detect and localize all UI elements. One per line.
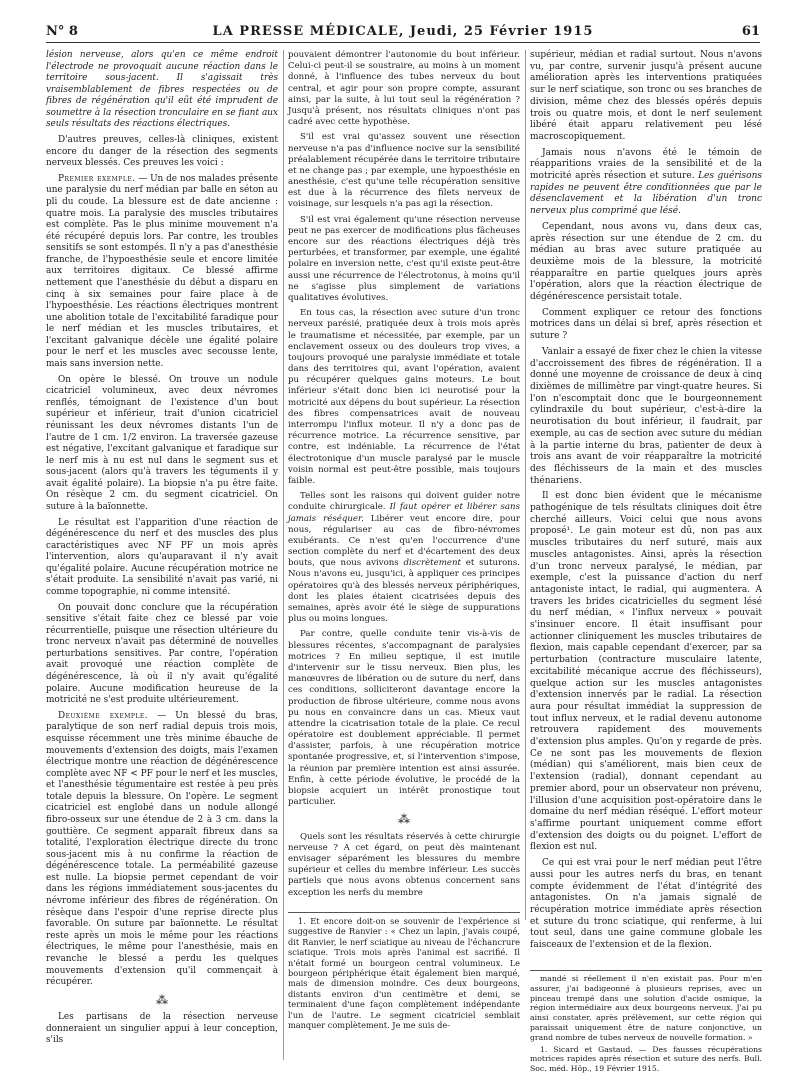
paragraph: On pouvait donc conclure que la récupération sensitive s'était faite chez ce blessé par voie récurrentielle, puisque une résection ultérieure du tronc nerveux n'avait pas déterminé de nouvelles perturbations sensitives. Par contre, l'opération avait provoqué une réaction complète de dégénérescence, là où il n'y avait qu'égalité polaire. Aucune modification heureuse de la motricité ne s'est produite ultérieurement. — [46, 602, 278, 706]
footnote-rule — [530, 970, 762, 971]
column-1 — [46, 50, 278, 1051]
paragraph: Les partisans de la résection nerveuse donneraient un singulier appui à leur conception, s'ils — [46, 1012, 278, 1046]
paragraph-text: Libérer veut encore dire, pour nous, régulariser au cas de fibro-névromes exubérants. Ce n'est qu'en l'occurrence d'une section complète du nerf et d'écartement des deux bouts, que nous avivons — [288, 513, 520, 569]
paragraph — [46, 50, 278, 131]
example-heading: Premier exemple. — [58, 173, 136, 184]
paragraph — [288, 491, 520, 625]
paragraph: supérieur, médian et radial surtout. Nous n'avons vu, par contre, survenir jusqu'à présent aucune amélioration après les interventions pratiquées sur le nerf sciatique, son tronc ou ses branches de division, même chez des blessés opérés depuis trois ou quatre mois, et dont le nerf seulement libéré était apparu relativement peu lésé macroscopiquement. — [530, 50, 762, 142]
paragraph: Comment expliquer ce retour des fonctions motrices dans un délai si bref, après résection et suture ? — [530, 307, 762, 342]
paragraph — [46, 711, 278, 989]
paragraph: Par contre, quelle conduite tenir vis-à-vis de blessures récentes, s'accompagnant de paralysies motrices ? En milieu septique, il est inutile d'intervenir sur le tissu nerveux. Bien plus, les manœuvres de libération ou de suture du nerf, dans ces conditions, solliciteront davantage encore la production de fibrose ultérieure, comme nous avons pu nous en convaincre dans un cas. Mieux vaut attendre la cicatrisation totale de la plaie. Ce recul opératoire est doublement appréciable. Il permet d'assister, parfois, à une récupération motrice spontanée progressive, et, si l'intervention s'impose, la réunion par première intention est ainsi assurée. Enfin, à cette période évolutive, le procédé de la biopsie acquiert un intérêt pronostique tout particulier. — [288, 629, 520, 808]
paragraph: S'il est vrai qu'assez souvent une résection nerveuse n'a pas d'influence nocive sur la sensibilité préalablement récupérée dans le territoire tributaire et ne change pas ; par exemple, une hypoesthésie en anesthésie, c'est qu'une telle récupération sensitive est due à la récurrence des filets nerveux de voisinage, sur lesquels n'a pas agi la résection. — [288, 132, 520, 210]
page-number: 61 — [741, 24, 760, 39]
column-3 — [530, 50, 762, 956]
paragraph: pouvaient démontrer l'autonomie du bout inférieur. Celui-ci peut-il se soustraire, au moins à un moment donné, à l'influence des tubes nerveux du bout central, et agir pour son propre compte, assurant ainsi, par la suite, à lui tout seul la régénération ? Jusqu'à présent, nos résultats cliniques n'ont pas cadré avec cette hypothèse. — [288, 50, 520, 128]
paragraph: D'autres preuves, celles-là cliniques, existent encore du danger de la résection des segments nerveux blessés. Ces preuves les voici : — [46, 135, 278, 169]
paragraph: Quels sont les résultats réservés à cette chirurgie nerveuse ? A cet égard, on peut dès maintenant envisager séparément les blessures du membre supérieur et celles du membre inférieur. Les succès partiels que nous avons obtenus concernent sans exception les nerfs du membre — [288, 831, 520, 898]
paragraph: Ce qui est vrai pour le nerf médian peut l'être aussi pour les autres nerfs du bras, en tenant compte évidemment de l'état d'intégrité des antagonistes. On n'a jamais signalé de récupération motrice immédiate après résection et suture du tronc sciatique, qui renferme, à lui tout seul, dans une gaine commune globale les faisceaux de l'extension et de la flexion. — [530, 858, 762, 951]
footnotes-column-3 — [530, 970, 762, 1076]
paragraph: Cependant, nous avons vu, dans deux cas, après résection sur une étendue de 2 cm. du médian au bras avec suture pratiquée au deuxième mois de la blessure, la motricité réapparaître en partie quelques jours après l'opération, alors que la réaction électrique de dégénérescence persistait totale. — [530, 221, 762, 303]
italic-text: lésion nerveuse, alors qu'en ce même endroit l'électrode ne provoquait aucune réaction dans le territoire sous-jacent. Il s'agissait très vraisemblablement de fibres respectées ou de fibres de régénération qu'il eût été imprudent de soumettre à la résection tronculaire en se fiant aux seuls résultats des réactions électriques. — [46, 50, 278, 130]
journal-title: LA PRESSE MÉDICALE, Jeudi, 25 Février 1915 — [212, 24, 594, 39]
column-2 — [288, 50, 520, 903]
section-break-stars: ⁂ — [398, 812, 410, 827]
italic-text: discrètement — [403, 558, 461, 569]
paragraph: On opère le blessé. On trouve un nodule cicatriciel volumineux, avec deux névromes renflés, témoignant de l'existence d'un bout supérieur et inférieur, trait d'union cicatriciel réunissant les deux névromes distants l'un de l'autre de 1 cm. 1/2 environ. La traversée gazeuse est négative, l'excitant galvanique et faradique sur le nerf mis à nu est nul dans le segment sus et sous-jacent (alors qu'à travers les téguments il y avait égalité polaire). La biopsie n'a pu être faite. On résèque 2 cm. du segment cicatriciel. On suture à la baïonnette. — [46, 374, 278, 512]
paragraph-text: Telles sont les raisons qui doivent guider notre conduite chirurgicale. — [288, 491, 520, 513]
section-break-stars: ⁂ — [156, 992, 168, 1007]
example-heading: Deuxième exemple. — [58, 710, 149, 721]
paragraph: Vanlair a essayé de fixer chez le chien la vitesse d'accroissement des fibres de régénération. Il a donné une moyenne de croissance de deux à cinq dixièmes de millimètre par vingt-quatre heures. Si l'on n'escomptait donc que le bourgeonnement cylindraxile du bout supérieur, c'est-à-dire la neurotisation du bout inférieur, il faudrait, par exemple, au cas de section avec suture du médian à la partie interne du bras, patienter de deux à trois ans avant de voir réapparaître la motricité des fléchisseurs de la main et des muscles thénariens. — [530, 346, 762, 486]
footnotes-column-2 — [288, 912, 520, 1032]
column-divider — [283, 50, 284, 1060]
paragraph: Le résultat est l'apparition d'une réaction de dégénérescence du nerf et des muscles des plus caractéristiques avec NF PF un mois après l'intervention, alors qu'auparavant il n'y avait qu'égalité polaire. Aucune récupération motrice ne s'était produite. La sensibilité n'avait pas varié, ni comme topographie, ni comme intensité. — [46, 517, 278, 598]
paragraph: En tous cas, la résection avec suture d'un tronc nerveux parésié, pratiquée deux à trois mois après le traumatisme et nécessitée, par exemple, par un enclavement osseux ou des douleurs trop vives, a toujours provoqué une paralysie immédiate et totale dans des territoires qui, avant l'opération, avaient pu récupérer quelques gains moteurs. Le bout inférieur s'était donc bien ici neurotisé pour la motricité aux dépens du bout supérieur. La résection des fibres compensatrices avait de nouveau interrompu l'influx moteur. Il n'y a donc pas de récurrence motrice. La récurrence sensitive, par contre, est indéniable. La récurrence de l'état électrotonique d'un muscle paralysé par le muscle voisin normal est peut-être possible, mais toujours faible. — [288, 308, 520, 486]
footnote-continued: mandé si réellement il n'en existait pas. Pour m'en assurer, j'ai badigeonné à plusieurs reprises, avec un pinceau trempé dans une solution d'acide osmique, la région intermédiaire aux deux bourgeons nerveux. J'ai pu ainsi constater, après prélèvement, sur cette région qui paraissait uniquement être de nature conjonctive, un grand nombre de tubes nerveux de nouvelle formation. » — [530, 974, 762, 1042]
paragraph — [46, 174, 278, 371]
paragraph: Il est donc bien évident que le mécanisme pathogénique de tels résultats cliniques doit être cherché ailleurs. Voici celui que nous avons proposé¹. Le gain moteur est dû, non pas aux muscles tributaires du nerf suturé, mais aux muscles antagonistes. Ainsi, après la résection d'un tronc nerveux paralysé, le médian, par exemple, c'est la puissance d'action du nerf antagoniste intact, le radial, qui augmentera. A travers les brides cicatricielles du segment lésé du nerf médian, « l'influx nerveux » pouvait s'insinuer encore. Il était insuffisant pour actionner cliniquement les muscles tributaires de flexion, mais capable cependant d'exercer, par sa perturbation (contracture musculaire latente, excitabilité mécanique accrue des fléchisseurs), quelque action sur les muscles antagonistes d'extension innervés par le radial. La résection aura pour résultat immédiat la suppression de tout influx nerveux, et le radial devenu autonome retrouvera rapidement des mouvements d'extension plus amples. Qu'on y regarde de près. Ce ne sont pas les mouvements de flexion (médian) qui s'améliorent, mais bien ceux de l'extension (radial), donnant cependant au premier abord, pour un observateur non prévenu, l'illusion d'une acquisition post-opératoire dans le domaine du nerf médian réséqué. L'effort moteur s'affirme pourtant uniquement comme effort d'extension des doigts ou du poignet. L'effort de flexion est nul. — [530, 491, 762, 853]
paragraph-text: Jamais nous n'avons été le témoin de réapparitions vraies de la sensibilité et de la motricité après résection et suture. — [530, 147, 762, 182]
footnote-rule — [288, 912, 520, 913]
page-header — [46, 24, 760, 42]
paragraph — [530, 148, 762, 218]
footnote: 1. Et encore doit-on se souvenir de l'expérience si suggestive de Ranvier : « Chez un lapin, j'avais coupé, dit Ranvier, le nerf sciatique au niveau de l'échancrure sciatique. Trois mois après l'animal est sacrifié. Il n'était formé un bourgeon central volumineux. Le bourgeon périphérique était également bien marqué, mais de dimension moindre. Ces deux bourgeons, distants environ d'un centimètre et demi, se terminaient d'une façon complètement indépendante l'un de l'autre. Le segment cicatriciel semblait manquer complètement. Je me suis de- — [288, 916, 520, 1031]
issue-number: N° 8 — [46, 24, 78, 39]
paragraph-text: — Un blessé du bras, paralytique de son nerf radial depuis trois mois, esquisse récemment une très minime ébauche de mouvements d'extension des doigts, mais l'examen électrique montre une réaction de dégénérescence complète avec NF < PF pour le nerf et les muscles, et l'anesthésie tégumentaire est restée à peu près totale depuis la blessure. On l'opère. Le segment cicatriciel est englobé dans un nodule allongé fibro-osseux sur une étendue de 2 à 3 cm. dans la gouttière. Ce segment apparaît fibreux dans sa totalité, l'exploration électrique directe du tronc sous-jacent mis à nu confirme la réaction de dégénérescence totale. La perméabilité gazeuse est nulle. La biopsie permet cependant de voir dans les régions immédiatement sous-jacentes du névrome inférieur des fibres de régénération. On résèque dans l'espoir d'une reprise directe plus favorable. On suture par baïonnette. Le résultat reste après un mois le même pour les réactions électriques, le même pour l'anesthésie, mais en revanche le blessé a perdu les quelques mouvements d'extension qu'il commençait à récupérer. — [46, 710, 278, 988]
column-divider — [525, 50, 526, 920]
header-rule — [46, 42, 760, 43]
italic-text: Les guérisons rapides ne peuvent être conditionnées que par le désenclavement et la libération d'un tronc nerveux plus comprimé que lésé. — [530, 171, 762, 217]
italic-text: Il faut opérer et libérer sans jamais réséquer. — [288, 502, 520, 524]
paragraph-text: — Un de nos malades présente une paralysie du nerf médian par balle en séton au pli du coude. La blessure est de date ancienne : quatre mois. La paralysie des muscles tributaires est complète. Pas le plus minime mouvement n'a été récupéré depuis lors. Par contre, les troubles sensitifs se sont estompés. Il n'y a pas d'anesthésie franche, de l'hypoesthésie seule et encore limitée aux territoires digitaux. Ce blessé affirme nettement que l'anesthésie du début a disparu en cinq à six semaines pour faire place à de l'hypoesthésie. Les réactions électriques montrent une abolition totale de l'excitabilité faradique pour le nerf médian et les muscles tributaires, et l'excitant galvanique décèle une égalité polaire pour le nerf et les muscles avec secousse lente, mais sans inversion nette. — [46, 173, 278, 370]
paragraph-text: et suturons. Nous n'avons eu, jusqu'ici, à appliquer ces principes opératoires qu'à des blessés nerveux périphériques, dont les plaies étaient cicatrisées depuis des semaines, après avoir été le siège de suppurations plus ou moins longues. — [288, 558, 520, 625]
paragraph: S'il est vrai également qu'une résection nerveuse peut ne pas exercer de modifications plus fâcheuses encore sur des réactions électriques déjà très perturbées, et transformer, par exemple, une égalité polaire en inversion nette, c'est qu'il existe peut-être aussi une récurrence de l'électrotonus, à moins qu'il ne s'agisse plus simplement de variations qualitatives évolutives. — [288, 214, 520, 303]
footnote: 1. Sicard et Gastaud. — Des fausses récupérations motrices rapides après résection et suture des nerfs. Bull. Soc. méd. Hôp., 19 Février 1915. — [530, 1044, 762, 1074]
